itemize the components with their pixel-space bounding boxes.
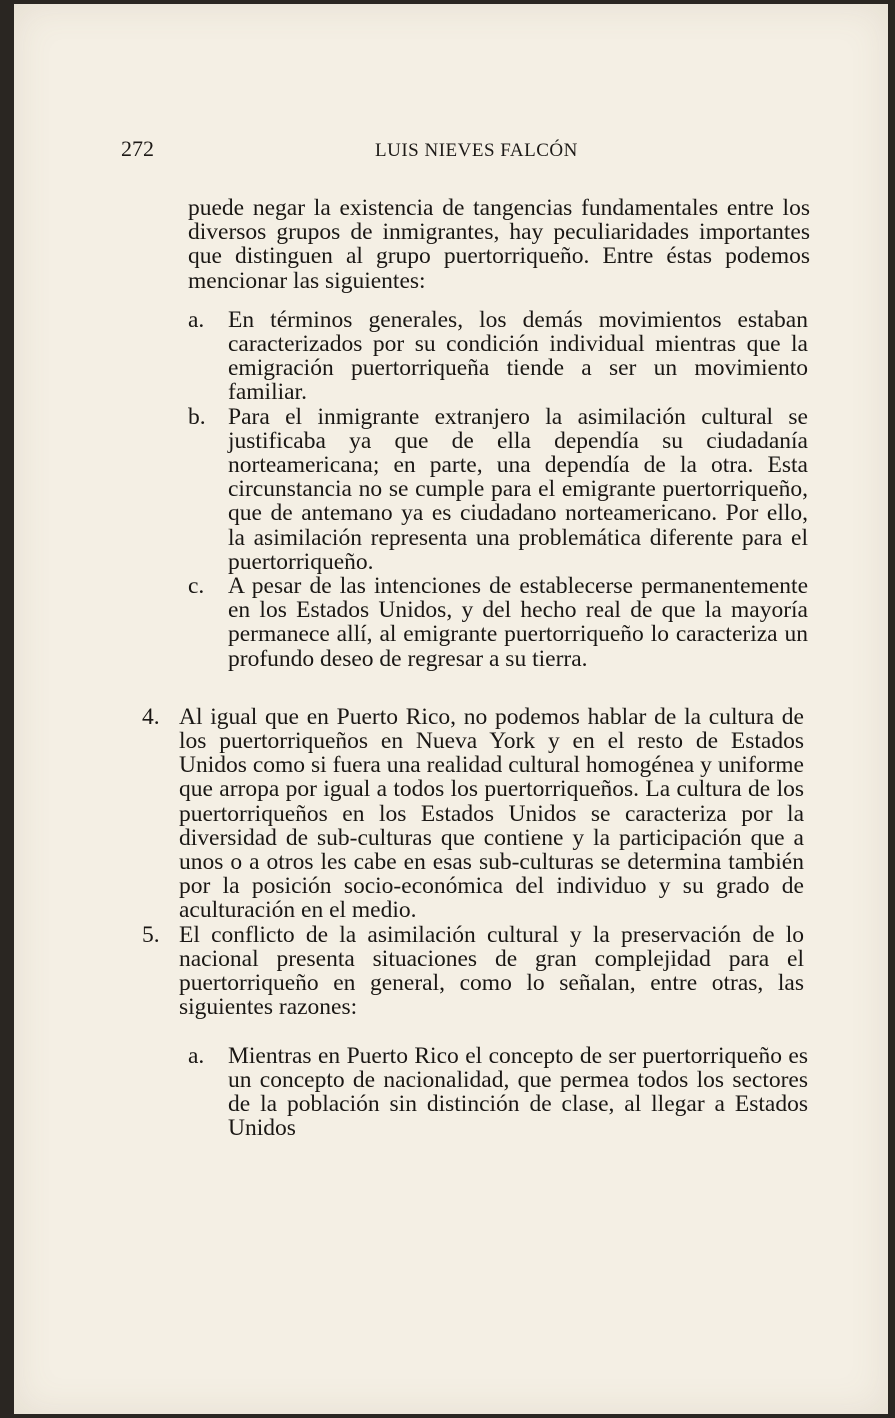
book-page — [14, 4, 888, 1414]
numbered-item-text: Al igual que en Puerto Rico, no podemos hablar de la cultura de los puertorriqueños en Nueva York y en el resto de Estados Unidos como si fuera una realidad cultural homogénea y uniforme que arropa por igual a todos los puertorriqueños. La cultura de los puertorriqueños en los Estados Unidos se caracteriza por la diversidad de sub-culturas que contiene y la participación que a unos o a otros les cabe en esas sub-culturas se determina también por la posición socio-económica del individuo y su grado de aculturación en el medio. — [179, 703, 804, 924]
list-item-text: Mientras en Puerto Rico el concepto de ser puertorriqueño es un concepto de nacionalidad, que permea todos los sectores de la población sin distinción de clase, al llegar a Estados Unidos — [228, 1042, 808, 1142]
list-item-a-second — [188, 1042, 808, 1142]
list-item-text: A pesar de las intenciones de establecerse permanentemente en los Estados Unidos, y del hecho real de que la mayoría permanece allí, al emigrante puertorriqueño lo caracteriza un profundo deseo de regresar a su tierra. — [228, 573, 808, 672]
list-item-b — [188, 403, 808, 575]
numbered-item-text: El conflicto de la asimilación cultural y la preservación de lo nacional presenta situaciones de gran complejidad para el puertorriqueño en general, como lo señalan, entre otras, las siguientes razones: — [179, 921, 804, 1021]
list-item-text: En términos generales, los demás movimientos estaban caracterizados por su condición individual mientras que la emigración puertorriqueña tiende a ser un movimiento familiar. — [228, 306, 808, 406]
running-head: LUIS NIEVES FALCÓN — [375, 140, 578, 161]
list-marker: c. — [188, 573, 205, 600]
list-marker: a. — [188, 306, 205, 333]
intro-paragraph: puede negar la existencia de tangencias fundamentales entre los diversos grupos de inmigrantes, hay peculiaridades importantes que distinguen al grupo puertorriqueño. Entre éstas podemos mencionar las siguientes: — [188, 195, 810, 294]
list-marker: a. — [188, 1042, 205, 1069]
list-item-a — [188, 306, 808, 406]
numbered-item-4 — [142, 703, 804, 924]
list-item-c — [188, 573, 808, 672]
page-body — [14, 196, 888, 1140]
list-marker: b. — [188, 403, 206, 430]
numbered-item-5 — [142, 921, 804, 1021]
item-number: 5. — [142, 921, 160, 948]
item-number: 4. — [142, 703, 160, 730]
list-item-text: Para el inmigrante extranjero la asimilación cultural se justificaba ya que de ella dependía su ciudadanía norteamericana; en parte, una dependía de la otra. Esta circunstancia no se cumple para el emigrante puertorriqueño, que de antemano ya es ciudadano norteamericano. Por ello, la asimilación representa una problemática diferente para el puertorriqueño. — [228, 403, 808, 575]
page-number: 272 — [121, 136, 154, 161]
